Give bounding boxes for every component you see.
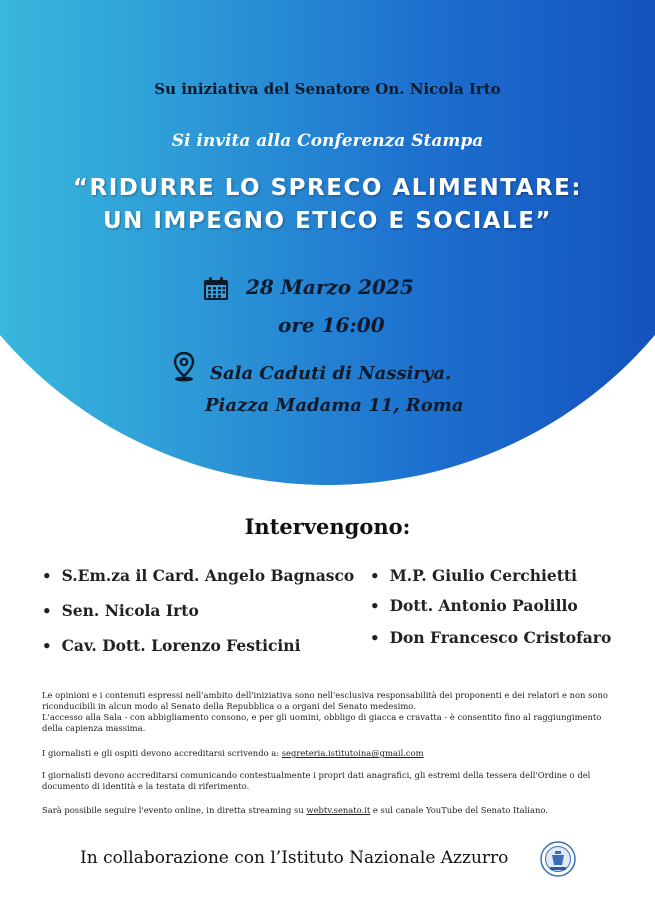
bullet-icon: •	[370, 629, 380, 647]
event-address: Piazza Madama 11, Roma	[205, 395, 464, 416]
speaker-item: • Sen. Nicola Irto	[42, 601, 199, 620]
conference-title	[0, 172, 655, 238]
bullet-icon: •	[42, 637, 52, 655]
speaker-item: • M.P. Giulio Cerchietti	[370, 566, 577, 585]
bullet-icon: •	[370, 597, 380, 615]
disclaimer-block	[42, 690, 620, 734]
speaker-item: • S.Em.za il Card. Angelo Bagnasco	[42, 566, 355, 585]
event-time: ore 16:00	[278, 313, 385, 337]
event-venue: Sala Caduti di Nassirya.	[210, 363, 452, 384]
streaming-info: Sarà possibile seguire l'evento online, in diretta streaming su webtv.senato.it e sul canale YouTube del Senato Italiano.	[42, 805, 548, 815]
bullet-icon: •	[42, 567, 52, 585]
speaker-item: • Cav. Dott. Lorenzo Festicini	[42, 636, 301, 655]
initiative-line: Su iniziativa del Senatore On. Nicola Irto	[154, 80, 501, 98]
istituto-nazionale-azzurro-logo	[540, 841, 576, 877]
bullet-icon: •	[370, 567, 380, 585]
disclaimer-text: Le opinioni e i contenuti espressi nell'ambito dell'iniziativa sono nell'esclusiva responsabilità dei proponenti e dei relatori e non sono riconducibili in alcun modo al Senato della Repubblica o a organi del Senato medesimo.	[42, 690, 608, 711]
accreditation-contact: I giornalisti e gli ospiti devono accreditarsi scrivendo a: segreteria.istitutoina@gmail.com	[42, 748, 424, 758]
calendar-icon	[203, 277, 229, 301]
webtv-link[interactable]: webtv.senato.it	[306, 805, 371, 815]
title-line-2: UN IMPEGNO ETICO E SOCIALE”	[102, 208, 553, 234]
map-pin-icon	[173, 352, 195, 382]
speakers-heading: Intervengono:	[244, 514, 411, 539]
accreditation-details: I giornalisti devono accreditarsi comunicando contestualmente i propri dati anagrafici, gli estremi della tessera dell'Ordine o del documento di identità e la testata di riferimento.	[42, 770, 591, 791]
speaker-item: • Dott. Antonio Paolillo	[370, 596, 578, 615]
speaker-item: • Don Francesco Cristofaro	[370, 628, 612, 647]
invite-line: Si invita alla Conferenza Stampa	[171, 131, 484, 151]
collaboration-line: In collaborazione con l’Istituto Nazionale Azzurro	[80, 848, 509, 868]
bullet-icon: •	[42, 602, 52, 620]
email-link[interactable]: segreteria.istitutoina@gmail.com	[281, 748, 424, 758]
date-row	[203, 273, 463, 307]
title-line-1: “RIDURRE LO SPRECO ALIMENTARE:	[72, 175, 583, 201]
event-date: 28 Marzo 2025	[246, 275, 414, 299]
access-text: L'accesso alla Sala - con abbigliamento consono, e per gli uomini, obbligo di giacca e cravatta - è consentito fino al raggiungimento della capienza massima.	[42, 712, 602, 733]
